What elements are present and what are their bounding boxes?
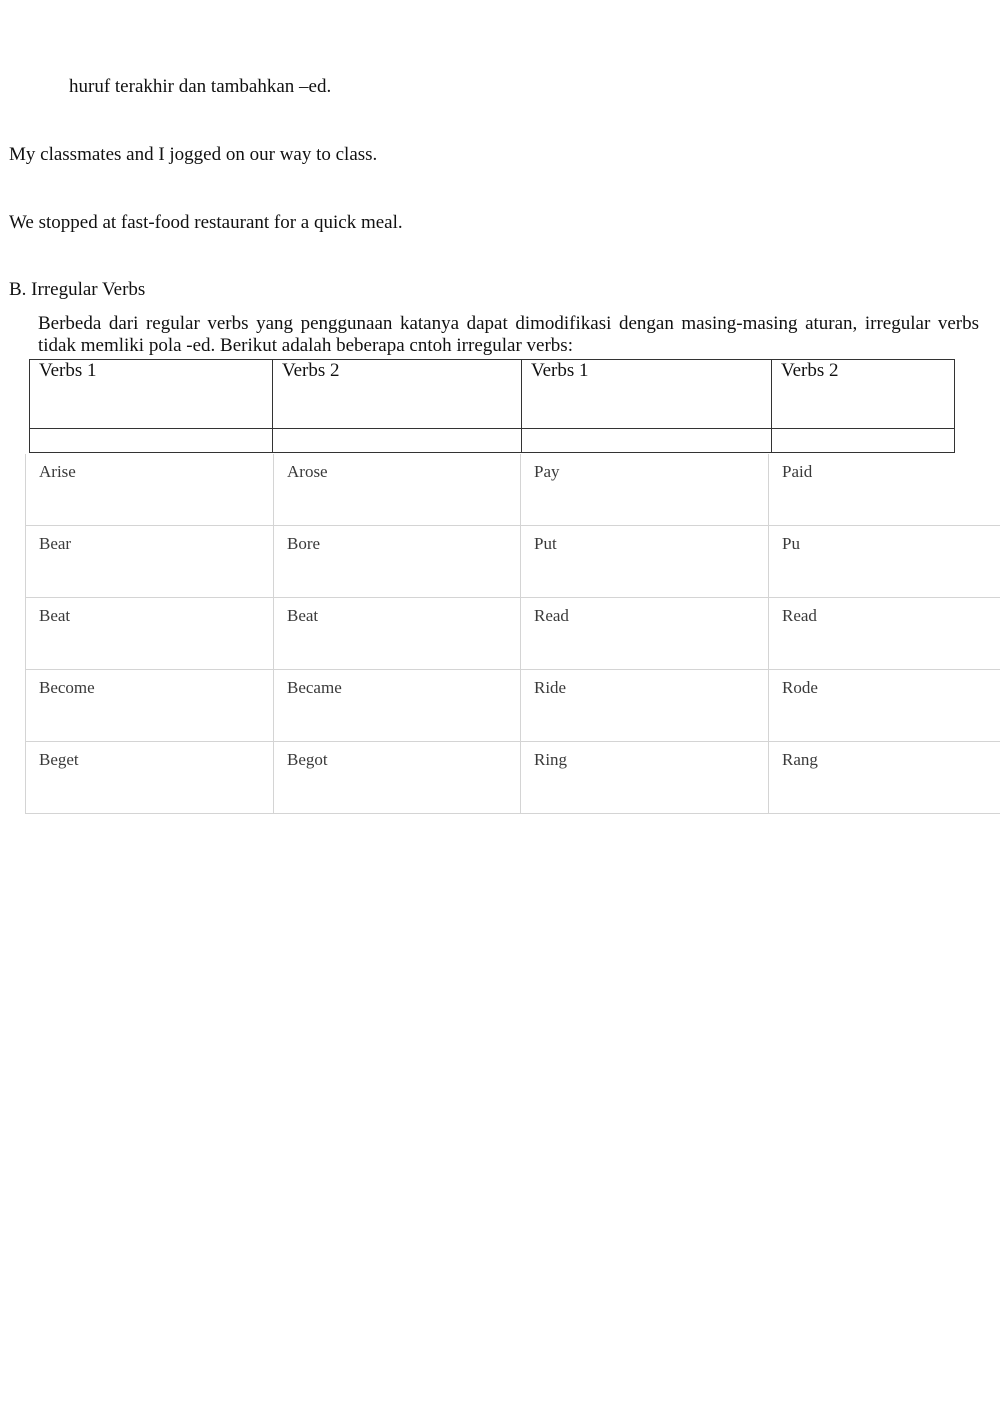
table-row [26, 454, 1000, 526]
verb2-cell: Begot [274, 742, 521, 814]
column-header-verbs2: Verbs 2 [772, 360, 955, 429]
verb1-cell: Bear [26, 526, 274, 598]
blank-cell [772, 429, 955, 453]
verb2-cell: Pu [769, 526, 1000, 598]
column-header-verbs1: Verbs 1 [30, 360, 273, 429]
section-heading-irregular-verbs: B. Irregular Verbs [9, 279, 146, 300]
verb2-cell: Bore [274, 526, 521, 598]
irregular-verbs-table [25, 454, 1000, 814]
table-row [26, 598, 1000, 670]
verb2-cell: Arose [274, 454, 521, 526]
column-header-verbs1: Verbs 1 [522, 360, 772, 429]
column-header-verbs2: Verbs 2 [273, 360, 522, 429]
verb1-cell: Ride [521, 670, 769, 742]
verb1-cell: Become [26, 670, 274, 742]
irregular-verbs-intro-paragraph: Berbeda dari regular verbs yang penggunaan katanya dapat dimodifikasi dengan masing-masing aturan, irregular verbs tidak memliki pola -ed. Berikut adalah beberapa cntoh irregular verbs: [38, 313, 979, 356]
blank-cell [522, 429, 772, 453]
verb1-cell: Beat [26, 598, 274, 670]
blank-row [30, 429, 955, 453]
rule-continuation-text: huruf terakhir dan tambahkan –ed. [69, 76, 332, 97]
verb2-cell: Paid [769, 454, 1000, 526]
verb1-cell: Beget [26, 742, 274, 814]
example-sentence-stopped: We stopped at fast-food restaurant for a quick meal. [9, 212, 403, 233]
verb1-cell: Pay [521, 454, 769, 526]
table-row [26, 742, 1000, 814]
verb2-cell: Rode [769, 670, 1000, 742]
verb2-cell: Became [274, 670, 521, 742]
verb1-cell: Ring [521, 742, 769, 814]
verb1-cell: Put [521, 526, 769, 598]
table-row [26, 670, 1000, 742]
verb1-cell: Read [521, 598, 769, 670]
verb2-cell: Rang [769, 742, 1000, 814]
verb1-cell: Arise [26, 454, 274, 526]
blank-cell [273, 429, 522, 453]
verb2-cell: Read [769, 598, 1000, 670]
blank-cell [30, 429, 273, 453]
header-row [30, 360, 955, 429]
verbs-header-table [29, 359, 955, 453]
table-row [26, 526, 1000, 598]
verb2-cell: Beat [274, 598, 521, 670]
example-sentence-jogged: My classmates and I jogged on our way to class. [9, 144, 378, 165]
